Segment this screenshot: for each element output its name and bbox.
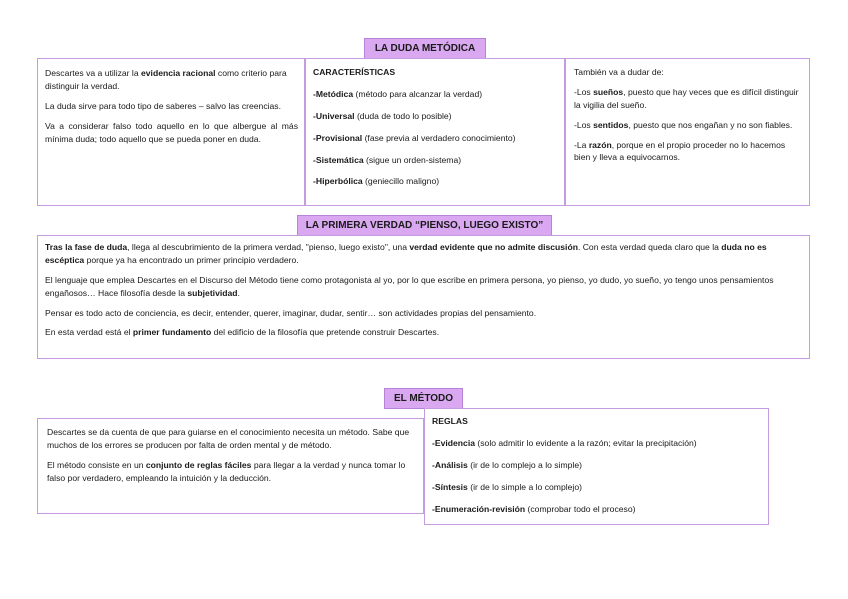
reglas-heading: REGLAS (432, 416, 468, 426)
regla-item: -Evidencia (solo admitir lo evidente a la razón; evitar la precipitación) (432, 437, 697, 448)
section-title-metodo: EL MÉTODO (384, 388, 463, 409)
dudar-sentidos: -Los sentidos, puesto que nos engañan y no son fiables. (574, 119, 793, 130)
dudar-razon: -La razón, porque en el propio proceder no lo hacemos bien y lleva a equivocarnos. (574, 139, 786, 163)
metodo-paragraph-1: Descartes se da cuenta de que para guiarse en el conocimiento necesita un método. Sabe que muchos de los errores se producen por falta de orden mental y de método. (47, 427, 410, 450)
duda-paragraph-3: Va a considerar falso todo aquello en lo que albergue al más mínima duda; todo aquello que se pueda poner en duda. (45, 120, 298, 144)
regla-item: -Síntesis (ir de lo simple a lo complejo) (432, 481, 582, 492)
verdad-paragraph-1: Tras la fase de duda, llega al descubrimiento de la primera verdad, "pienso, luego existo", una verdad evidente que no admite discusión. Con esta verdad queda claro que la duda no es escéptica porque ya ha encontrado un primer principio verdadero. (45, 242, 767, 265)
regla-item: -Análisis (ir de lo complejo a lo simple) (432, 459, 582, 470)
duda-criteria-box (37, 58, 305, 206)
verdad-paragraph-4: En esta verdad está el primer fundamento del edificio de la filosofía que pretende construir Descartes. (45, 327, 440, 338)
primera-verdad-box (37, 235, 810, 359)
verdad-paragraph-3: Pensar es todo acto de conciencia, es decir, entender, querer, imaginar, dudar, sentir… son actividades propias del pensamiento. (45, 307, 537, 318)
verdad-paragraph-2: El lenguaje que emplea Descartes en el Discurso del Método tiene como protagonista al yo, por lo que escribe en primera persona, yo pienso, yo dudo, yo sueño, yo tengo unos pensamientos engañosos… Hace filosofía desde la subjetividad. (45, 274, 774, 298)
dudar-suenos: -Los sueños, puesto que hay veces que es difícil distinguir la vigilia del sueño. (574, 86, 799, 110)
section-title-primera-verdad: LA PRIMERA VERDAD “PIENSO, LUEGO EXISTO” (297, 215, 552, 236)
caracteristica-item: -Sistemática (sigue un orden-sistema) (313, 154, 462, 165)
caracteristicas-heading: CARACTERÍSTICAS (313, 67, 396, 77)
caracteristica-item: -Provisional (fase previa al verdadero conocimiento) (313, 132, 516, 143)
caracteristica-item: -Hiperbólica (geniecillo maligno) (313, 176, 440, 187)
regla-item: -Enumeración-revisión (comprobar todo el proceso) (432, 503, 636, 514)
caracteristicas-box (305, 58, 565, 206)
section-title-duda-metodica: LA DUDA METÓDICA (364, 38, 486, 59)
caracteristica-item: -Metódica (método para alcanzar la verdad) (313, 88, 483, 99)
dudar-intro: También va a dudar de: (574, 67, 664, 77)
caracteristica-item: -Universal (duda de todo lo posible) (313, 110, 452, 121)
metodo-description-box (37, 418, 424, 514)
duda-paragraph-2: La duda sirve para todo tipo de saberes – salvo las creencias. (45, 100, 281, 111)
reglas-box (424, 408, 769, 525)
metodo-paragraph-2: El método consiste en un conjunto de reglas fáciles para llegar a la verdad y nunca tomar lo falso por verdadero, empleando la intuición y la deducción. (47, 459, 406, 483)
duda-paragraph-1: Descartes va a utilizar la evidencia racional como criterio para distinguir la verdad. (45, 68, 287, 91)
dudar-de-box (565, 58, 810, 206)
